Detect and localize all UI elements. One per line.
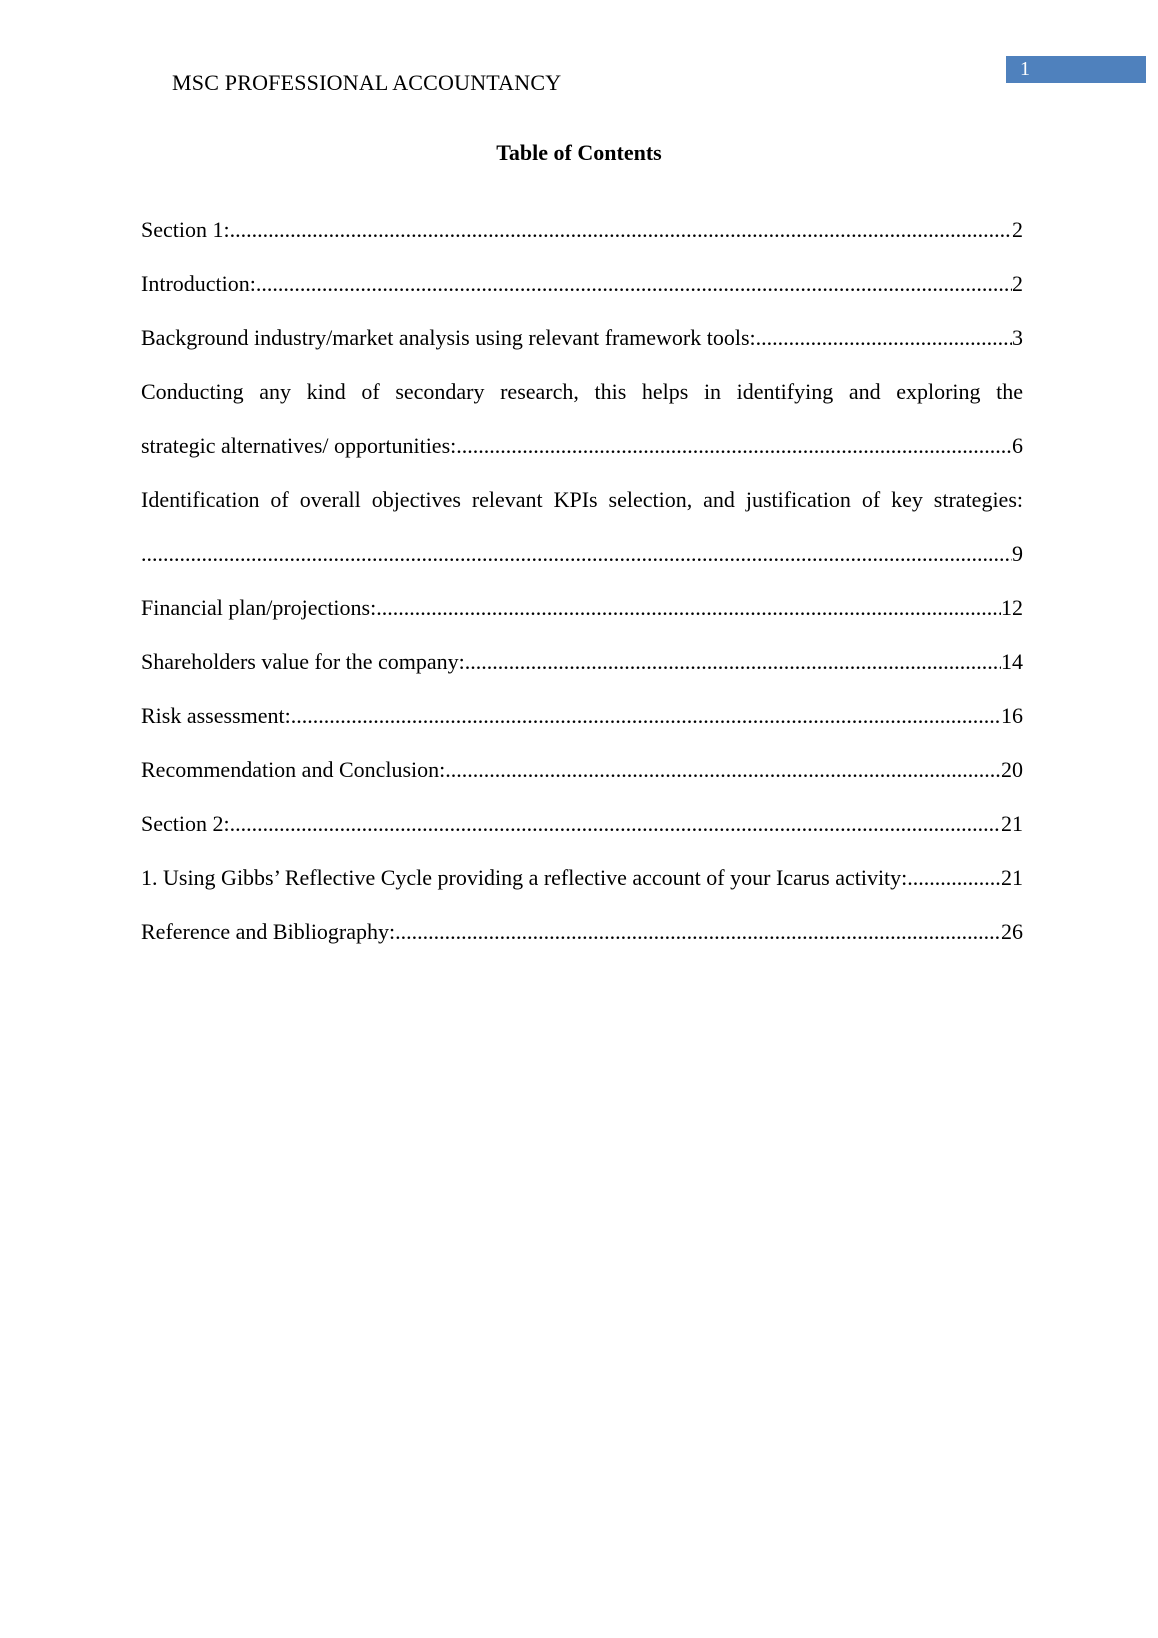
- toc-dot-leader: [456, 433, 1012, 459]
- toc-entry-page: 12: [1001, 595, 1023, 620]
- toc-entry-recommendation[interactable]: [141, 743, 1023, 797]
- toc-entry-page: 6: [1012, 433, 1023, 458]
- toc-entry-label: Section 1:: [141, 217, 230, 242]
- toc-entry-page: 14: [1001, 649, 1023, 674]
- toc-dot-leader: [445, 757, 1001, 783]
- toc-entry-secondary-research-line2[interactable]: [141, 419, 1023, 473]
- toc-dot-leader: [907, 865, 1001, 891]
- toc-entry-page: 26: [1001, 919, 1023, 944]
- toc-heading: Table of Contents: [496, 140, 662, 165]
- toc-dot-leader: [376, 595, 1001, 621]
- toc-entry-references[interactable]: [141, 905, 1023, 959]
- toc-entry-page: 3: [1012, 325, 1023, 350]
- toc-entry-label: Risk assessment:: [141, 703, 291, 728]
- toc-entry-section-1[interactable]: [141, 203, 1023, 257]
- toc-entry-secondary-research-line1[interactable]: Conducting any kind of secondary research, this helps in identifying and exploring the: [141, 379, 1023, 404]
- toc-entry-gibbs-cycle[interactable]: [141, 851, 1023, 905]
- toc-entry-label: 1. Using Gibbs’ Reflective Cycle providing a reflective account of your Icarus activity:: [141, 865, 908, 890]
- toc-entry-background-analysis[interactable]: [141, 311, 1023, 365]
- toc-entry-label: Background industry/market analysis using relevant framework tools:: [141, 325, 756, 350]
- toc-entry-section-2[interactable]: [141, 797, 1023, 851]
- toc-dot-leader: [291, 703, 1001, 729]
- toc-entry-label: Reference and Bibliography:: [141, 919, 396, 944]
- toc-entry-page: 20: [1001, 757, 1023, 782]
- toc-entry-shareholders-value[interactable]: [141, 635, 1023, 689]
- toc-entry-page: 2: [1012, 271, 1023, 296]
- toc-entry-label: strategic alternatives/ opportunities:: [141, 433, 457, 458]
- toc-entry-introduction[interactable]: [141, 257, 1023, 311]
- toc-entry-page: 9: [1012, 541, 1023, 566]
- toc-entry-label: Financial plan/projections:: [141, 595, 377, 620]
- toc-dot-leader: [256, 271, 1012, 297]
- toc-dot-leader: [756, 325, 1012, 351]
- toc-entry-label: Section 2:: [141, 811, 230, 836]
- toc-dot-leader: [230, 811, 1001, 837]
- toc-dot-leader: [230, 217, 1012, 243]
- table-of-contents: [141, 203, 1023, 959]
- toc-entry-financial-plan[interactable]: [141, 581, 1023, 635]
- toc-entry-page: 21: [1001, 811, 1023, 836]
- running-header: MSC PROFESSIONAL ACCOUNTANCY: [172, 70, 562, 95]
- toc-entry-label: Shareholders value for the company:: [141, 649, 465, 674]
- toc-dot-leader: [465, 649, 1001, 675]
- toc-entry-page: 21: [1001, 865, 1023, 890]
- toc-entry-label: Introduction:: [141, 271, 256, 296]
- toc-entry-page: 2: [1012, 217, 1023, 242]
- toc-entry-objectives-line1[interactable]: Identification of overall objectives relevant KPIs selection, and justification of key strategies:: [141, 487, 1023, 512]
- toc-entry-objectives-line2[interactable]: [141, 527, 1023, 581]
- toc-entry-page: 16: [1001, 703, 1023, 728]
- toc-dot-leader: [395, 919, 1001, 945]
- toc-dot-leader: [141, 541, 1012, 567]
- toc-entry-label: Recommendation and Conclusion:: [141, 757, 446, 782]
- toc-entry-risk-assessment[interactable]: [141, 689, 1023, 743]
- page-number-badge: 1: [1006, 56, 1146, 83]
